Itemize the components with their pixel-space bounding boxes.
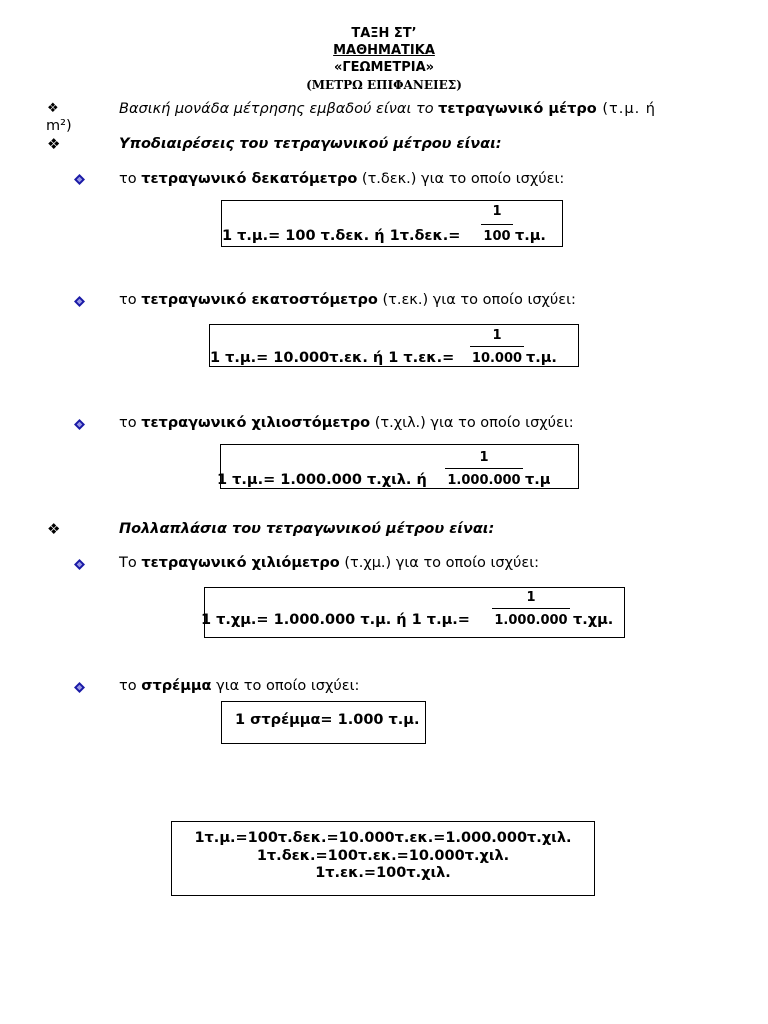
item-xiliometro [119,555,539,571]
fraction-numerator: 1 [492,204,502,219]
diamond-bullet-icon: ❖ [47,101,59,116]
fraction-bar [445,468,523,469]
item-dekatometro [119,171,564,187]
intro-wrap: m²) [46,118,72,134]
formula-right: τ.μ [525,472,551,488]
diamond-bullet-icon [74,419,85,430]
diamond-bullet-icon: ❖ [47,520,61,538]
diamond-bullet-icon [74,559,85,570]
formula-right: τ.μ. [526,350,557,366]
item-bold: τετραγωνικό εκατοστόμετρο [141,292,378,308]
intro-bold: τετραγωνικό μέτρο [438,101,597,117]
fraction-numerator: 1 [479,450,489,465]
item-post: (τ.χιλ.) για το οποίο ισχύει: [370,415,574,431]
item-ekatostometro [119,292,576,308]
item-pre: το [119,678,142,694]
formula-left: 1 τ.μ.= 10.000τ.εκ. ή 1 τ.εκ.= [210,350,455,366]
item-xiliostometro [119,415,574,431]
header-subject: ΜΑΘΗΜΑΤΙΚΑ [333,43,435,58]
item-post: (τ.δεκ.) για το οποίο ισχύει: [357,171,565,187]
fraction-numerator: 1 [526,590,536,605]
fraction-bar [492,608,570,609]
header-topic: «ΓΕΩΜΕΤΡΙΑ» [333,60,435,75]
header-class: ΤΑΞΗ ΣΤ’ [351,26,417,41]
summary-line-3: 1τ.εκ.=100τ.χιλ. [315,865,451,881]
item-pre: το [119,292,142,308]
fraction-denominator: 1.000.000 [494,613,568,628]
intro-tail: (τ.μ. ή [596,101,656,117]
formula-left: 1 τ.μ.= 1.000.000 τ.χιλ. ή [217,472,427,488]
header-subtopic: (ΜΕΤΡΩ ΕΠΙΦΑΝΕΙΕΣ) [306,78,462,92]
formula-stremma: 1 στρέμμα= 1.000 τ.μ. [235,712,420,728]
subdivisions-heading: Υποδιαιρέσεις του τετραγωνικού μέτρου είναι: [119,136,502,152]
intro-italic: Βασική μονάδα μέτρησης εμβαδού είναι το [119,101,439,117]
intro-text [119,101,656,117]
diamond-bullet-icon [74,174,85,185]
formula-left: 1 τ.μ.= 100 τ.δεκ. ή 1τ.δεκ.= [222,228,461,244]
formula-right: τ.μ. [515,228,546,244]
item-pre: Το [119,555,142,571]
diamond-bullet-icon [74,682,85,693]
summary-box [171,821,595,896]
item-bold: τετραγωνικό δεκατόμετρο [141,171,358,187]
fraction-denominator: 10.000 [471,351,523,366]
fraction-bar [481,224,513,225]
item-bold: τετραγωνικό χιλιόμετρο [141,555,340,571]
summary-line-2: 1τ.δεκ.=100τ.εκ.=10.000τ.χιλ. [256,848,510,864]
item-pre: το [119,415,142,431]
formula-left: 1 τ.χμ.= 1.000.000 τ.μ. ή 1 τ.μ.= [201,612,470,628]
formula-right: τ.χμ. [573,612,614,628]
item-pre: το [119,171,142,187]
item-bold: στρέμμα [141,678,212,694]
item-bold: τετραγωνικό χιλιοστόμετρο [141,415,371,431]
diamond-bullet-icon: ❖ [47,135,61,153]
fraction-bar [470,346,524,347]
summary-line-1: 1τ.μ.=100τ.δεκ.=10.000τ.εκ.=1.000.000τ.χιλ. [194,830,572,846]
item-stremma [119,678,359,694]
fraction-denominator: 1.000.000 [447,473,521,488]
item-post: (τ.εκ.) για το οποίο ισχύει: [377,292,576,308]
diamond-bullet-icon [74,296,85,307]
fraction-numerator: 1 [492,328,502,343]
item-post: για το οποίο ισχύει: [211,678,360,694]
fraction-denominator: 100 [483,229,511,244]
multiples-heading: Πολλαπλάσια του τετραγωνικού μέτρου είναι: [119,521,495,537]
item-post: (τ.χμ.) για το οποίο ισχύει: [339,555,540,571]
